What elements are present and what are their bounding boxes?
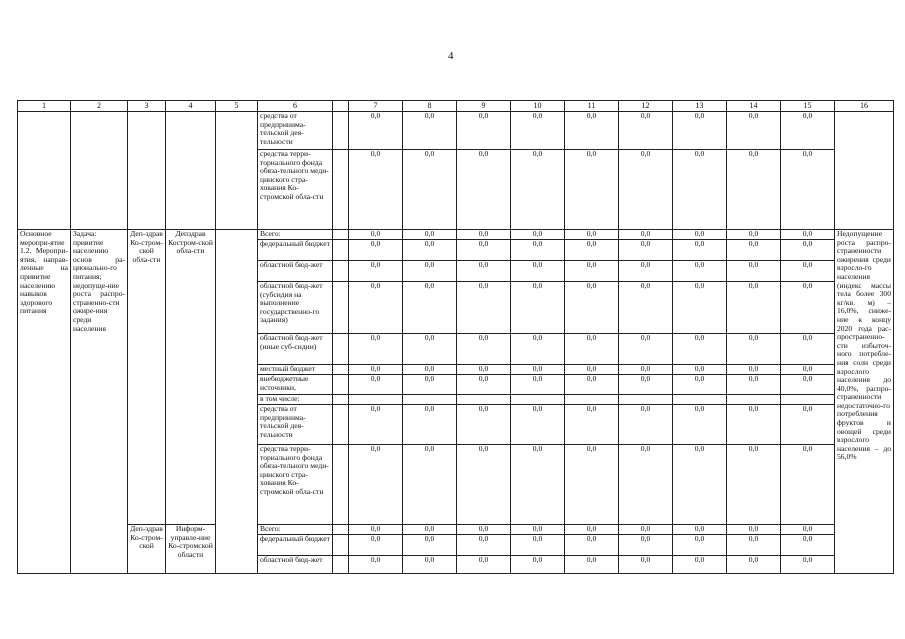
value-cell: 0,0 bbox=[727, 261, 781, 282]
value-cell bbox=[673, 395, 727, 405]
header-cell: 12 bbox=[619, 101, 673, 112]
value-cell: 0,0 bbox=[619, 365, 673, 375]
value-cell: 0,0 bbox=[511, 445, 565, 525]
value-cell: 0,0 bbox=[565, 230, 619, 240]
value-cell: 0,0 bbox=[673, 240, 727, 261]
source-label: средства от предпринима-тельской дея-тельности bbox=[258, 112, 333, 150]
empty-cell bbox=[166, 112, 216, 230]
value-cell: 0,0 bbox=[565, 112, 619, 150]
value-cell: 0,0 bbox=[457, 375, 511, 395]
value-cell: 0,0 bbox=[457, 525, 511, 535]
value-cell: 0,0 bbox=[619, 334, 673, 365]
value-cell: 0,0 bbox=[565, 375, 619, 395]
empty-cell bbox=[333, 375, 349, 395]
header-cell: 11 bbox=[565, 101, 619, 112]
co-executor: Депздрав Костром-ской обла-сти bbox=[166, 230, 216, 525]
value-cell: 0,0 bbox=[349, 375, 403, 395]
value-cell: 0,0 bbox=[727, 445, 781, 525]
value-cell: 0,0 bbox=[565, 282, 619, 334]
table-row bbox=[18, 525, 894, 535]
source-label: областной бюд-жет bbox=[258, 556, 333, 574]
value-cell: 0,0 bbox=[403, 405, 457, 445]
value-cell: 0,0 bbox=[403, 375, 457, 395]
header-cell: 7 bbox=[349, 101, 403, 112]
value-cell: 0,0 bbox=[727, 150, 781, 230]
value-cell: 0,0 bbox=[511, 525, 565, 535]
value-cell: 0,0 bbox=[457, 445, 511, 525]
value-cell: 0,0 bbox=[673, 282, 727, 334]
value-cell: 0,0 bbox=[727, 365, 781, 375]
source-label: средства терри-ториального фонда обяза-тельного меди-цинского стра-хования Ко-стромской обла-сти bbox=[258, 445, 333, 525]
value-cell: 0,0 bbox=[619, 556, 673, 574]
value-cell: 0,0 bbox=[403, 556, 457, 574]
empty-cell bbox=[333, 150, 349, 230]
value-cell: 0,0 bbox=[349, 261, 403, 282]
value-cell: 0,0 bbox=[619, 445, 673, 525]
value-cell: 0,0 bbox=[565, 445, 619, 525]
value-cell: 0,0 bbox=[727, 334, 781, 365]
value-cell: 0,0 bbox=[727, 112, 781, 150]
value-cell: 0,0 bbox=[565, 150, 619, 230]
value-cell: 0,0 bbox=[511, 375, 565, 395]
header-cell: 16 bbox=[835, 101, 894, 112]
value-cell: 0,0 bbox=[727, 535, 781, 556]
empty-cell bbox=[18, 112, 71, 230]
value-cell: 0,0 bbox=[781, 112, 835, 150]
empty-cell bbox=[333, 365, 349, 375]
value-cell bbox=[727, 395, 781, 405]
value-cell: 0,0 bbox=[457, 112, 511, 150]
header-row bbox=[18, 101, 894, 112]
value-cell: 0,0 bbox=[457, 150, 511, 230]
value-cell: 0,0 bbox=[457, 240, 511, 261]
value-cell: 0,0 bbox=[727, 240, 781, 261]
value-cell: 0,0 bbox=[673, 230, 727, 240]
source-label: областной бюд-жет (субсидия на выполнение государственно-го задания) bbox=[258, 282, 333, 334]
empty-cell bbox=[333, 282, 349, 334]
empty-cell bbox=[216, 230, 258, 574]
value-cell: 0,0 bbox=[619, 525, 673, 535]
value-cell: 0,0 bbox=[727, 525, 781, 535]
value-cell: 0,0 bbox=[349, 535, 403, 556]
value-cell: 0,0 bbox=[457, 261, 511, 282]
value-cell: 0,0 bbox=[619, 230, 673, 240]
value-cell: 0,0 bbox=[511, 150, 565, 230]
measure-task: Задача: привитие населению основ ра-ционально-го питания; недопуще-ние роста распро-страненно-сти ожире-ния среди населения bbox=[71, 230, 128, 574]
value-cell: 0,0 bbox=[457, 535, 511, 556]
source-label: областной бюд-жет bbox=[258, 261, 333, 282]
value-cell: 0,0 bbox=[511, 535, 565, 556]
source-label: федеральный бюджет bbox=[258, 240, 333, 261]
empty-cell bbox=[333, 334, 349, 365]
value-cell: 0,0 bbox=[349, 556, 403, 574]
value-cell: 0,0 bbox=[511, 556, 565, 574]
empty-cell bbox=[333, 445, 349, 525]
source-label: средства терри-ториального фонда обяза-тельного меди-цинского стра-хования Ко-стромской обла-сти bbox=[258, 150, 333, 230]
value-cell: 0,0 bbox=[457, 556, 511, 574]
empty-cell bbox=[128, 112, 166, 230]
value-cell: 0,0 bbox=[673, 525, 727, 535]
header-cell: 4 bbox=[166, 101, 216, 112]
value-cell: 0,0 bbox=[781, 230, 835, 240]
value-cell: 0,0 bbox=[349, 334, 403, 365]
header-cell: 1 bbox=[18, 101, 71, 112]
source-label: внебюджетные источники, bbox=[258, 375, 333, 395]
source-label: средства от предпринима-тельской дея-тельности bbox=[258, 405, 333, 445]
header-cell: 13 bbox=[673, 101, 727, 112]
value-cell: 0,0 bbox=[511, 405, 565, 445]
value-cell: 0,0 bbox=[781, 334, 835, 365]
value-cell: 0,0 bbox=[619, 240, 673, 261]
empty-cell bbox=[333, 535, 349, 556]
value-cell: 0,0 bbox=[511, 230, 565, 240]
source-label: Всего: bbox=[258, 525, 333, 535]
value-cell: 0,0 bbox=[403, 261, 457, 282]
value-cell: 0,0 bbox=[619, 535, 673, 556]
value-cell: 0,0 bbox=[403, 445, 457, 525]
value-cell bbox=[457, 395, 511, 405]
source-label: местный бюджет bbox=[258, 365, 333, 375]
value-cell: 0,0 bbox=[781, 405, 835, 445]
header-cell: 14 bbox=[727, 101, 781, 112]
value-cell: 0,0 bbox=[457, 365, 511, 375]
value-cell: 0,0 bbox=[727, 230, 781, 240]
header-cell: 15 bbox=[781, 101, 835, 112]
value-cell: 0,0 bbox=[673, 535, 727, 556]
value-cell: 0,0 bbox=[511, 365, 565, 375]
value-cell: 0,0 bbox=[619, 261, 673, 282]
value-cell: 0,0 bbox=[781, 150, 835, 230]
responsible-executor: Деп-здрав Ко-стром-ской bbox=[128, 525, 166, 574]
header-cell: 5 bbox=[216, 101, 258, 112]
value-cell bbox=[511, 395, 565, 405]
value-cell: 0,0 bbox=[781, 525, 835, 535]
value-cell: 0,0 bbox=[565, 535, 619, 556]
source-label: федеральный бюджет bbox=[258, 535, 333, 556]
value-cell: 0,0 bbox=[349, 112, 403, 150]
responsible-executor: Деп-здрав Ко-стром-ской обла-сти bbox=[128, 230, 166, 525]
value-cell: 0,0 bbox=[673, 261, 727, 282]
empty-cell bbox=[333, 112, 349, 150]
value-cell: 0,0 bbox=[511, 240, 565, 261]
value-cell: 0,0 bbox=[511, 112, 565, 150]
value-cell: 0,0 bbox=[781, 282, 835, 334]
value-cell bbox=[619, 395, 673, 405]
header-cell: 3 bbox=[128, 101, 166, 112]
empty-cell bbox=[333, 525, 349, 535]
value-cell: 0,0 bbox=[673, 112, 727, 150]
empty-cell bbox=[216, 112, 258, 230]
value-cell: 0,0 bbox=[349, 445, 403, 525]
value-cell: 0,0 bbox=[781, 240, 835, 261]
value-cell: 0,0 bbox=[781, 556, 835, 574]
value-cell: 0,0 bbox=[619, 150, 673, 230]
value-cell: 0,0 bbox=[403, 334, 457, 365]
empty-cell bbox=[333, 261, 349, 282]
header-cell: 8 bbox=[403, 101, 457, 112]
source-label: в том числе: bbox=[258, 395, 333, 405]
page-number: 4 bbox=[448, 50, 454, 62]
value-cell: 0,0 bbox=[349, 282, 403, 334]
empty-cell bbox=[333, 405, 349, 445]
value-cell bbox=[781, 395, 835, 405]
empty-cell bbox=[333, 556, 349, 574]
value-cell: 0,0 bbox=[403, 282, 457, 334]
value-cell: 0,0 bbox=[349, 525, 403, 535]
program-budget-table bbox=[17, 100, 894, 574]
empty-cell bbox=[835, 112, 894, 230]
value-cell: 0,0 bbox=[727, 556, 781, 574]
value-cell: 0,0 bbox=[565, 556, 619, 574]
value-cell: 0,0 bbox=[403, 525, 457, 535]
source-label: Всего: bbox=[258, 230, 333, 240]
value-cell: 0,0 bbox=[349, 230, 403, 240]
value-cell: 0,0 bbox=[565, 240, 619, 261]
value-cell: 0,0 bbox=[781, 375, 835, 395]
value-cell: 0,0 bbox=[565, 525, 619, 535]
value-cell: 0,0 bbox=[511, 282, 565, 334]
header-cell: 9 bbox=[457, 101, 511, 112]
value-cell: 0,0 bbox=[349, 405, 403, 445]
value-cell: 0,0 bbox=[781, 445, 835, 525]
value-cell: 0,0 bbox=[565, 261, 619, 282]
value-cell bbox=[565, 395, 619, 405]
value-cell: 0,0 bbox=[565, 405, 619, 445]
value-cell: 0,0 bbox=[565, 334, 619, 365]
header-cell bbox=[333, 101, 349, 112]
value-cell: 0,0 bbox=[403, 365, 457, 375]
value-cell: 0,0 bbox=[673, 556, 727, 574]
value-cell bbox=[349, 395, 403, 405]
value-cell: 0,0 bbox=[349, 240, 403, 261]
measure-name: Основное меропри-ятие 1.2. Меропри-ятия, направ-ленные на привитие населению навыков здорового питания bbox=[18, 230, 71, 574]
value-cell: 0,0 bbox=[457, 230, 511, 240]
value-cell: 0,0 bbox=[457, 282, 511, 334]
value-cell: 0,0 bbox=[403, 240, 457, 261]
value-cell: 0,0 bbox=[403, 150, 457, 230]
value-cell: 0,0 bbox=[727, 282, 781, 334]
empty-cell bbox=[71, 112, 128, 230]
header-cell: 6 bbox=[258, 101, 333, 112]
value-cell: 0,0 bbox=[619, 405, 673, 445]
empty-cell bbox=[333, 395, 349, 405]
value-cell: 0,0 bbox=[565, 365, 619, 375]
value-cell: 0,0 bbox=[673, 365, 727, 375]
value-cell: 0,0 bbox=[403, 535, 457, 556]
value-cell: 0,0 bbox=[349, 365, 403, 375]
value-cell: 0,0 bbox=[349, 150, 403, 230]
header-cell: 10 bbox=[511, 101, 565, 112]
value-cell bbox=[403, 395, 457, 405]
value-cell: 0,0 bbox=[781, 535, 835, 556]
empty-cell bbox=[333, 230, 349, 240]
value-cell: 0,0 bbox=[403, 230, 457, 240]
table-row bbox=[18, 230, 894, 240]
value-cell: 0,0 bbox=[727, 375, 781, 395]
value-cell: 0,0 bbox=[619, 112, 673, 150]
value-cell: 0,0 bbox=[673, 375, 727, 395]
value-cell: 0,0 bbox=[511, 261, 565, 282]
value-cell: 0,0 bbox=[403, 112, 457, 150]
value-cell: 0,0 bbox=[457, 334, 511, 365]
empty-cell bbox=[333, 240, 349, 261]
value-cell: 0,0 bbox=[781, 365, 835, 375]
value-cell: 0,0 bbox=[781, 261, 835, 282]
value-cell: 0,0 bbox=[457, 405, 511, 445]
value-cell: 0,0 bbox=[673, 334, 727, 365]
value-cell: 0,0 bbox=[673, 150, 727, 230]
value-cell: 0,0 bbox=[511, 334, 565, 365]
table-row bbox=[18, 112, 894, 150]
value-cell: 0,0 bbox=[673, 405, 727, 445]
value-cell: 0,0 bbox=[727, 405, 781, 445]
value-cell: 0,0 bbox=[619, 282, 673, 334]
target-indicator: Недопущение роста распро-страненности ожирения среди взросло-го населения (индекс массы тела более 300 кг/кв. м) – 16,0%, сниже-ние к концу 2020 года рас-пространенно-сти избыточ-ного потребле-ния соли среди взрослого населения до 40,0%, распро-страненности недостаточно-го потребления фруктов и овощей среди взрослого населения – до 56,0% bbox=[835, 230, 894, 574]
co-executor: Информ-управле-ние Ко-стромской области bbox=[166, 525, 216, 574]
value-cell: 0,0 bbox=[619, 375, 673, 395]
header-cell: 2 bbox=[71, 101, 128, 112]
source-label: областной бюд-жет (иные суб-сидии) bbox=[258, 334, 333, 365]
value-cell: 0,0 bbox=[673, 445, 727, 525]
